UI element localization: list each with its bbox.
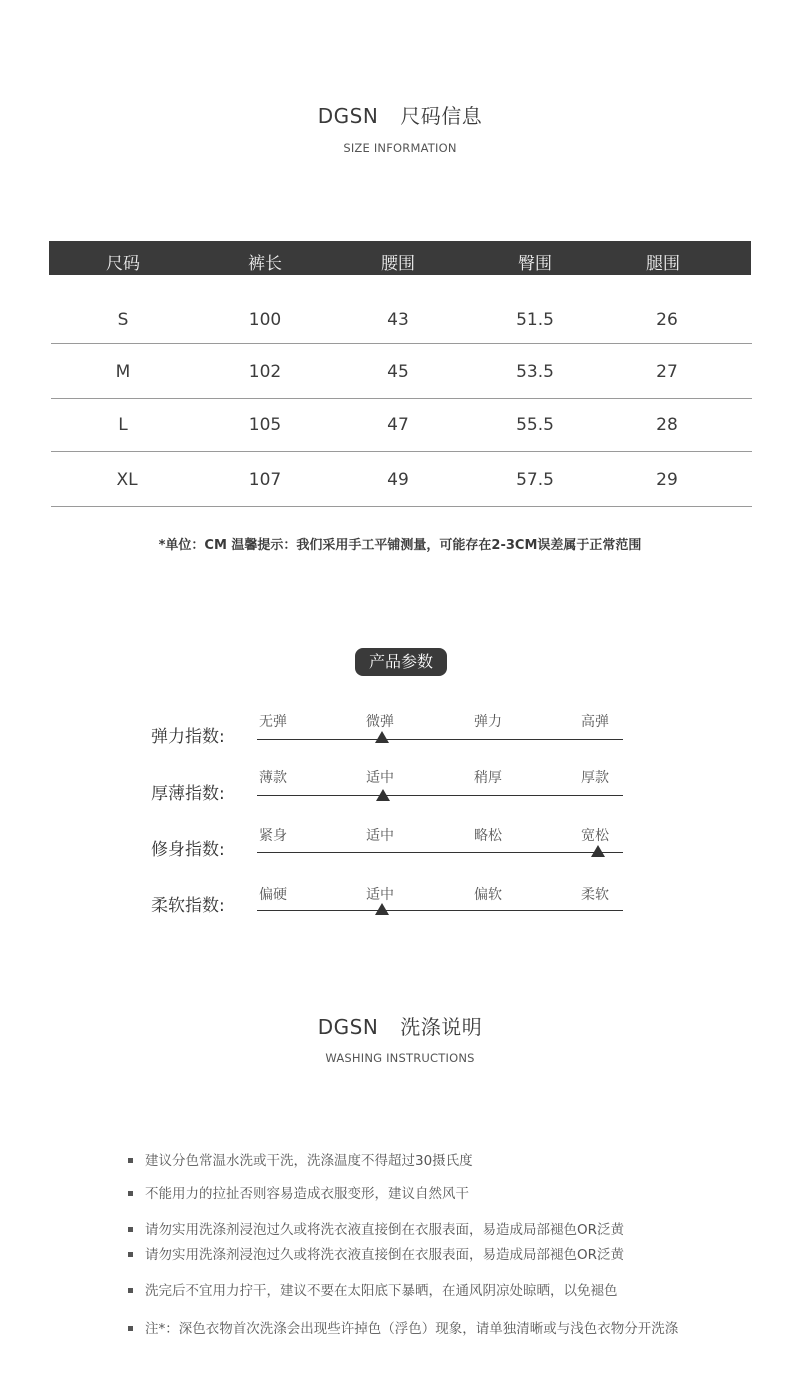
cell-thigh: 28 <box>656 415 678 435</box>
wash-instruction-item: 建议分色常温水洗或干洗，洗涤温度不得超过30摄氏度 <box>128 1149 473 1169</box>
cell-size: S <box>117 310 129 330</box>
triangle-marker-icon <box>375 731 389 743</box>
row-divider <box>51 451 752 452</box>
scale-option: 厚款 <box>581 770 609 786</box>
scale-option: 稍厚 <box>474 770 502 786</box>
cell-length: 102 <box>248 362 282 382</box>
scale-line <box>257 852 623 853</box>
brand-name: DGSN <box>317 104 379 128</box>
cell-length: 100 <box>248 310 282 330</box>
cell-length: 105 <box>248 415 282 435</box>
scale-option: 适中 <box>366 887 394 903</box>
triangle-marker-icon <box>376 789 390 801</box>
cell-thigh: 29 <box>656 470 678 490</box>
row-divider <box>51 398 752 399</box>
bullet-icon <box>128 1227 133 1232</box>
size-title: 尺码信息 <box>400 104 483 128</box>
cell-hip: 51.5 <box>516 310 554 330</box>
wash-instruction-item: 请勿实用洗涤剂浸泡过久或将洗衣液直接倒在衣服表面，易造成局部褪色OR泛黄 <box>128 1243 624 1263</box>
scale-option: 柔软 <box>581 887 609 903</box>
cell-size: XL <box>116 470 138 490</box>
scale-option: 宽松 <box>581 828 609 844</box>
scale-option: 薄款 <box>259 770 287 786</box>
triangle-marker-icon <box>375 903 389 915</box>
bullet-icon <box>128 1252 133 1257</box>
bullet-icon <box>128 1288 133 1293</box>
param-label-fit: 修身指数: <box>151 840 225 860</box>
scale-option: 高弹 <box>581 714 609 730</box>
scale-option: 适中 <box>366 828 394 844</box>
params-title-badge: 产品参数 <box>355 648 447 676</box>
table-row <box>51 310 752 350</box>
cell-size: L <box>118 415 128 435</box>
row-divider <box>51 506 752 507</box>
table-row <box>51 415 752 455</box>
wash-instruction-item: 请勿实用洗涤剂浸泡过久或将洗衣液直接倒在衣服表面，易造成局部褪色OR泛黄 <box>128 1218 688 1238</box>
washing-subtitle: WASHING INSTRUCTIONS <box>325 1051 475 1065</box>
bullet-icon <box>128 1191 133 1196</box>
size-table-header <box>49 241 751 275</box>
cell-hip: 55.5 <box>516 415 554 435</box>
bullet-icon <box>128 1326 133 1331</box>
table-row <box>51 362 752 402</box>
param-label-thickness: 厚薄指数: <box>151 784 225 804</box>
wash-instruction-item: 不能用力的拉扯否则容易造成衣服变形，建议自然风干 <box>128 1182 469 1202</box>
cell-waist: 47 <box>387 415 409 435</box>
header-waist: 腰围 <box>381 254 415 274</box>
cell-hip: 53.5 <box>516 362 554 382</box>
wash-instruction-item: 注*：深色衣物首次洗涤会出现些许掉色（浮色）现象，请单独清晰或与浅色衣物分开洗涤 <box>128 1317 678 1337</box>
header-thigh: 腿围 <box>646 254 680 274</box>
header-size: 尺码 <box>106 254 140 274</box>
cell-waist: 43 <box>387 310 409 330</box>
cropped-duplicate-line <box>128 1212 688 1238</box>
wash-instruction-item: 洗完后不宜用力拧干，建议不要在太阳底下暴晒，在通风阴凉处晾晒，以免褪色 <box>128 1279 618 1299</box>
scale-option: 微弹 <box>366 714 394 730</box>
brand-name: DGSN <box>317 1015 379 1039</box>
param-label-softness: 柔软指数: <box>151 896 225 916</box>
scale-line <box>257 910 623 911</box>
size-section-title <box>0 100 800 129</box>
cell-thigh: 27 <box>656 362 678 382</box>
table-row <box>51 470 752 510</box>
scale-option: 偏软 <box>474 887 502 903</box>
row-divider <box>51 343 752 344</box>
washing-section-title <box>0 1011 800 1040</box>
scale-option: 紧身 <box>259 828 287 844</box>
triangle-marker-icon <box>591 845 605 857</box>
header-length: 裤长 <box>248 254 282 274</box>
cell-length: 107 <box>248 470 282 490</box>
bullet-icon <box>128 1158 133 1163</box>
scale-option: 适中 <box>366 770 394 786</box>
cell-waist: 49 <box>387 470 409 490</box>
scale-option: 略松 <box>474 828 502 844</box>
size-note: *单位：CM 温馨提示：我们采用手工平铺测量，可能存在2-3CM误差属于正常范围 <box>158 538 642 553</box>
cell-size: M <box>115 362 131 382</box>
header-hip: 臀围 <box>518 254 552 274</box>
scale-option: 弹力 <box>474 714 502 730</box>
scale-option: 偏硬 <box>259 887 287 903</box>
cell-thigh: 26 <box>656 310 678 330</box>
cell-hip: 57.5 <box>516 470 554 490</box>
size-subtitle: SIZE INFORMATION <box>343 141 457 155</box>
param-label-elasticity: 弹力指数: <box>151 727 225 747</box>
scale-line <box>257 795 623 796</box>
scale-option: 无弹 <box>259 714 287 730</box>
scale-line <box>257 739 623 740</box>
cell-waist: 45 <box>387 362 409 382</box>
washing-title: 洗涤说明 <box>400 1015 483 1039</box>
